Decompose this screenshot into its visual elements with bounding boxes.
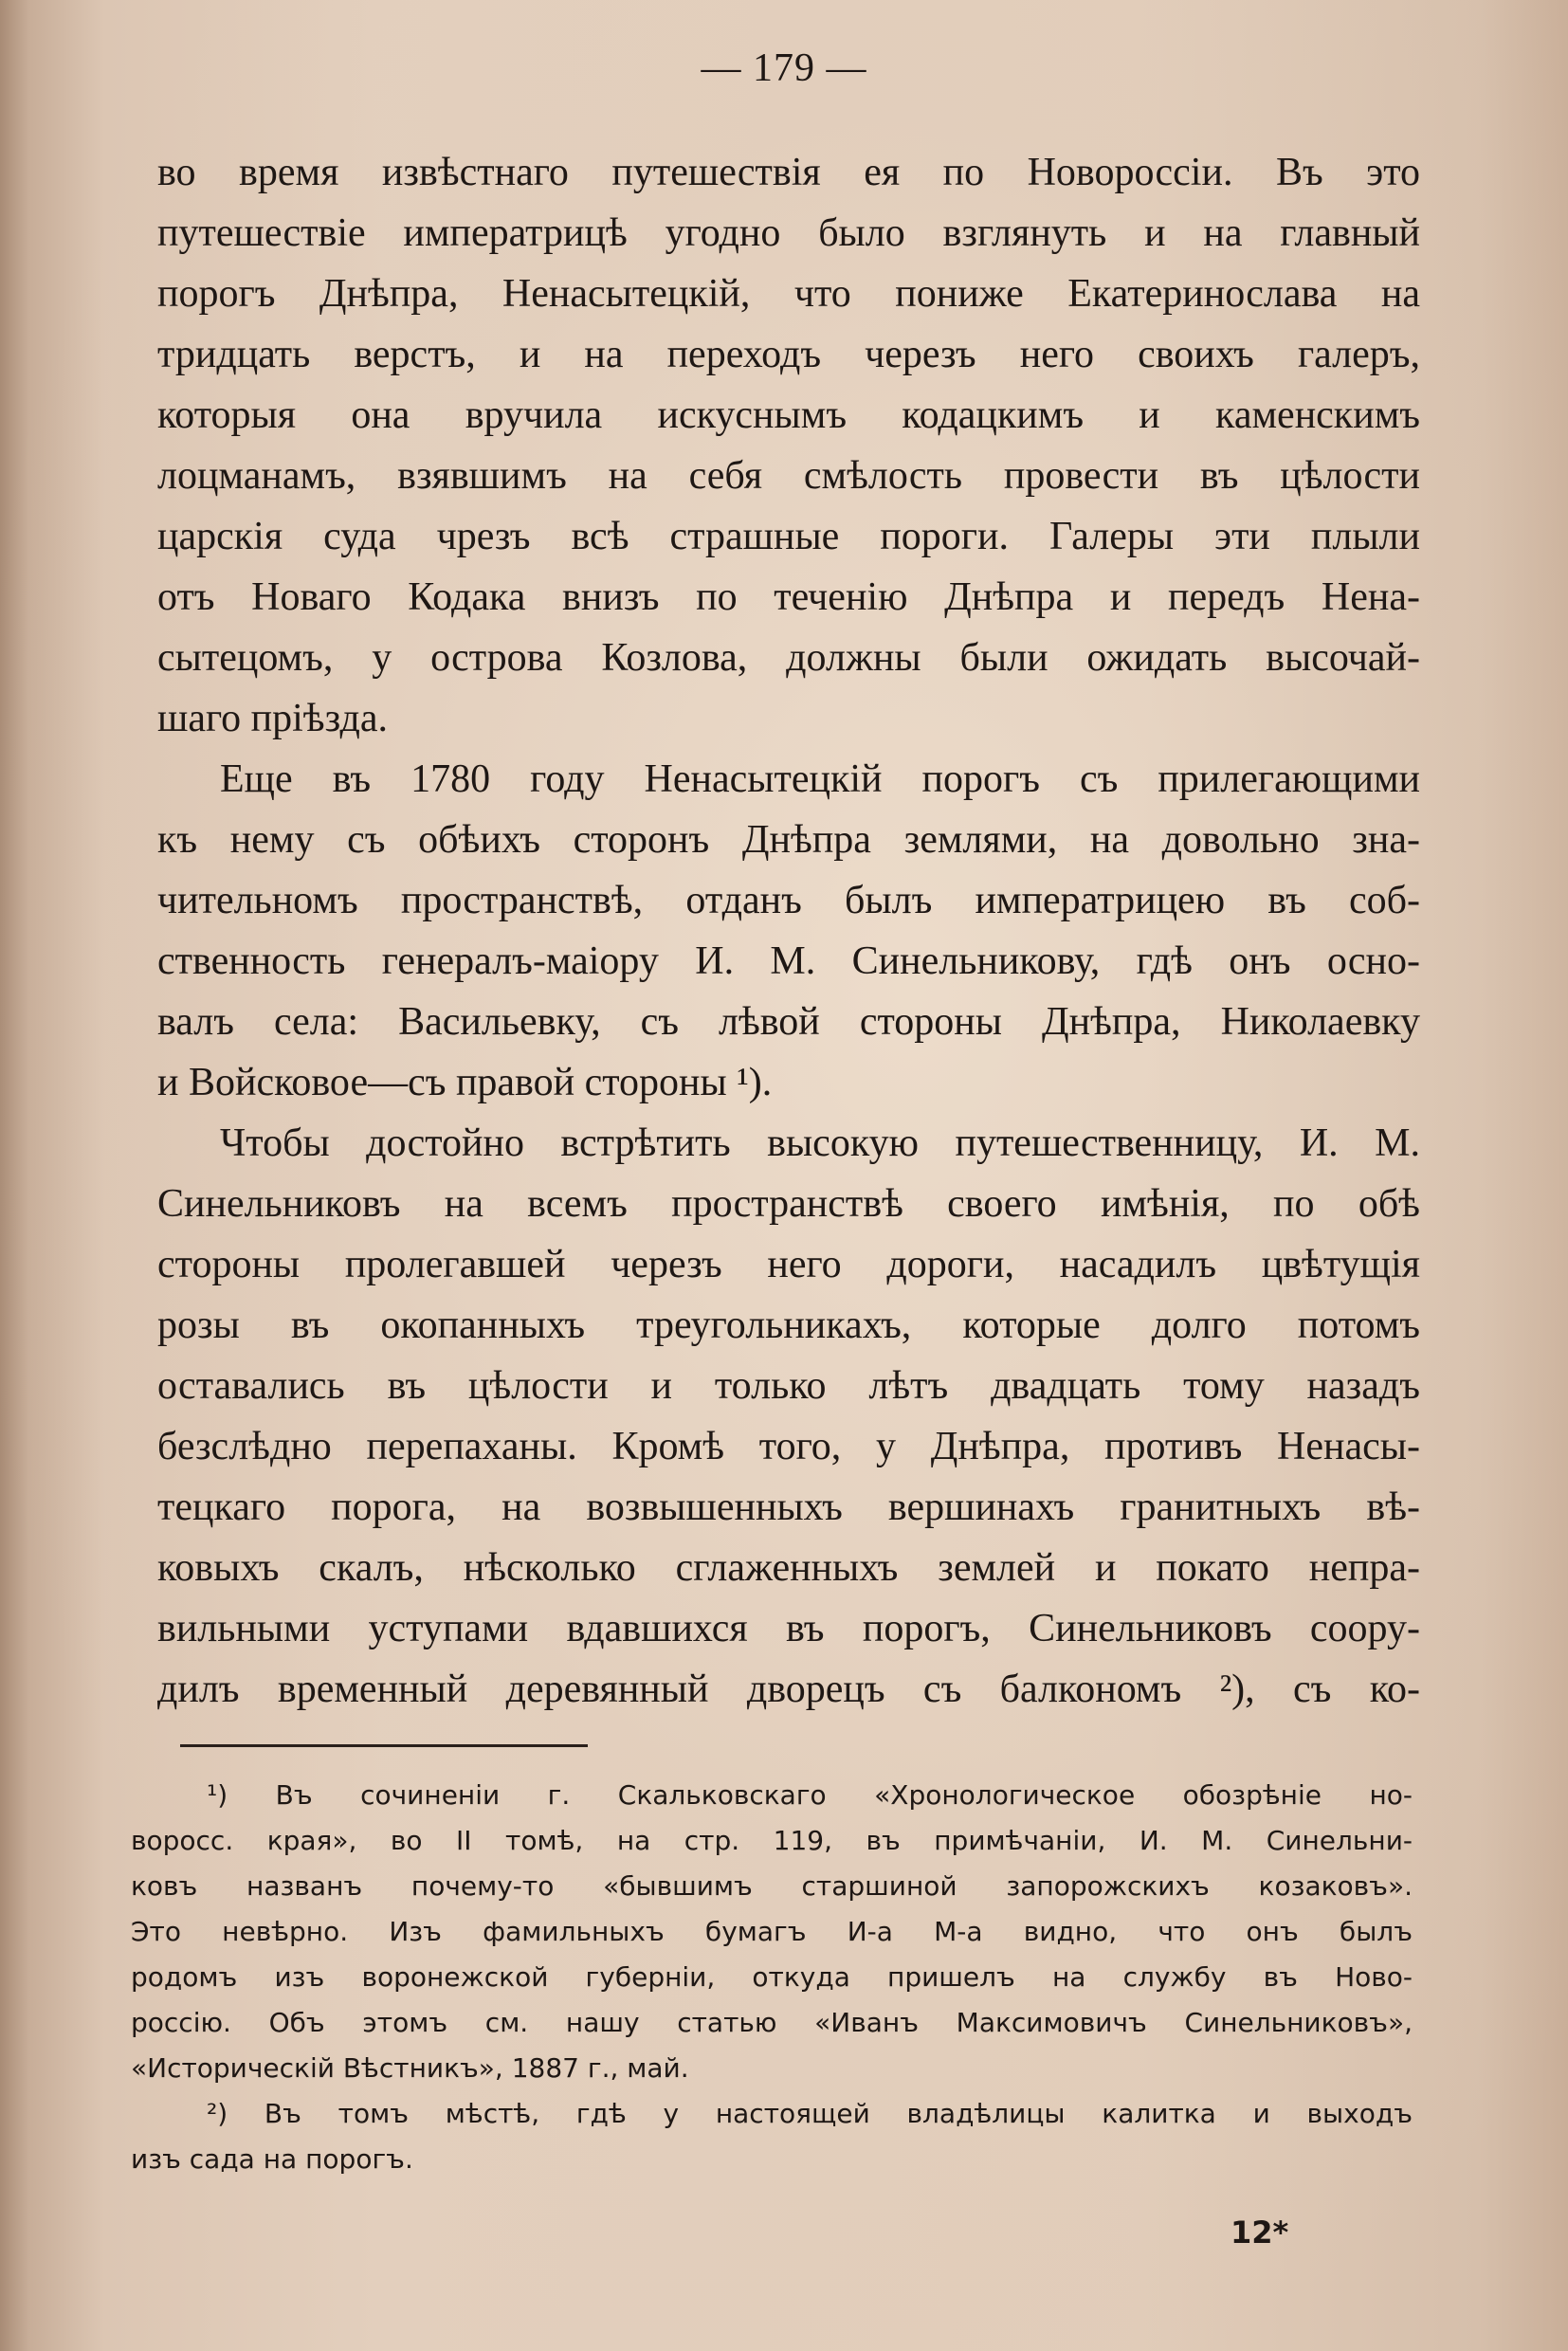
text-line: Чтобы достойно встрѣтить высокую путешественницу, И. М.: [220, 1121, 1420, 1165]
text-line: безслѣдно перепаханы. Кромѣ того, у Днѣпра, противъ Ненасы-: [157, 1425, 1420, 1468]
main-text-block: [157, 142, 1420, 1720]
footnote-divider: [180, 1744, 588, 1747]
footnote-line: «Историческій Вѣстникъ», 1887 г., май.: [131, 2052, 689, 2084]
text-line: чительномъ пространствѣ, отданъ былъ императрицею въ соб-: [157, 879, 1420, 922]
text-line: во время извѣстнаго путешествія ея по Новороссіи. Въ это: [157, 151, 1420, 194]
signature-mark: 12*: [1231, 2214, 1289, 2251]
footnote-line: изъ сада на порогъ.: [131, 2143, 413, 2175]
text-line: тецкаго порога, на возвышенныхъ вершинахъ гранитныхъ вѣ-: [157, 1485, 1420, 1529]
text-line: розы въ окопанныхъ треугольникахъ, которые долго потомъ: [157, 1303, 1420, 1347]
footnote-line: ковъ названъ почему-то «бывшимъ старшиной запорожскихъ козаковъ».: [131, 1870, 1413, 1902]
text-line: лоцманамъ, взявшимъ на себя смѣлость провести въ цѣлости: [157, 454, 1420, 498]
text-line: сытецомъ, у острова Козлова, должны были ожидать высочай-: [157, 636, 1420, 680]
footnote-line: воросс. края», во II томѣ, на стр. 119, въ примѣчаніи, И. М. Синельни-: [131, 1825, 1413, 1856]
text-line: ковыхъ скалъ, нѣсколько сглаженныхъ землей и покато непра-: [157, 1546, 1420, 1590]
text-line: вильными уступами вдавшихся въ порогъ, Синельниковъ соору-: [157, 1607, 1420, 1650]
footnote-line: россію. Объ этомъ см. нашу статью «Иванъ Максимовичъ Синельниковъ»,: [131, 2007, 1413, 2038]
footnote-line: ¹) Въ сочиненіи г. Скальковскаго «Хронологическое обозрѣніе но-: [207, 1779, 1413, 1811]
text-line: валъ села: Васильевку, съ лѣвой стороны Днѣпра, Николаевку: [157, 1000, 1420, 1044]
text-line: тридцать верстъ, и на переходъ черезъ него своихъ галеръ,: [157, 333, 1420, 376]
footnotes-block: [131, 1773, 1413, 2182]
text-line: Еще въ 1780 году Ненасытецкій порогъ съ прилегающими: [220, 757, 1420, 801]
text-line: царскія суда чрезъ всѣ страшные пороги. Галеры эти плыли: [157, 515, 1420, 558]
text-line: которыя она вручила искуснымъ кодацкимъ и каменскимъ: [157, 393, 1420, 437]
text-line: стороны пролегавшей черезъ него дороги, насадилъ цвѣтущія: [157, 1243, 1420, 1286]
text-line: порогъ Днѣпра, Ненасытецкій, что пониже Екатеринослава на: [157, 272, 1420, 316]
text-line: Синельниковъ на всемъ пространствѣ своего имѣнія, по обѣ: [157, 1182, 1420, 1226]
page-number: — 179 —: [701, 46, 867, 90]
text-line: отъ Новаго Кодака внизъ по теченію Днѣпра и передъ Нена-: [157, 575, 1420, 619]
text-line: шаго пріѣзда.: [157, 697, 388, 740]
text-line: и Войсковое—съ правой стороны ¹).: [157, 1061, 773, 1104]
text-line: ственность генералъ-маіору И. М. Синельникову, гдѣ онъ осно-: [157, 939, 1420, 983]
text-line: дилъ временный деревянный дворецъ съ балкономъ ²), съ ко-: [157, 1668, 1420, 1711]
text-line: къ нему съ обѣихъ сторонъ Днѣпра землями, на довольно зна-: [157, 818, 1420, 862]
text-line: оставались въ цѣлости и только лѣтъ двадцать тому назадъ: [157, 1364, 1420, 1408]
text-line: путешествіе императрицѣ угодно было взглянуть и на главный: [157, 211, 1420, 255]
footnote-line: ²) Въ томъ мѣстѣ, гдѣ у настоящей владѣлицы калитка и выходъ: [207, 2098, 1413, 2129]
footnote-line: родомъ изъ воронежской губерніи, откуда пришелъ на службу въ Ново-: [131, 1961, 1413, 1993]
footnote-line: Это невѣрно. Изъ фамильныхъ бумагъ И-а М-а видно, что онъ былъ: [131, 1916, 1413, 1947]
